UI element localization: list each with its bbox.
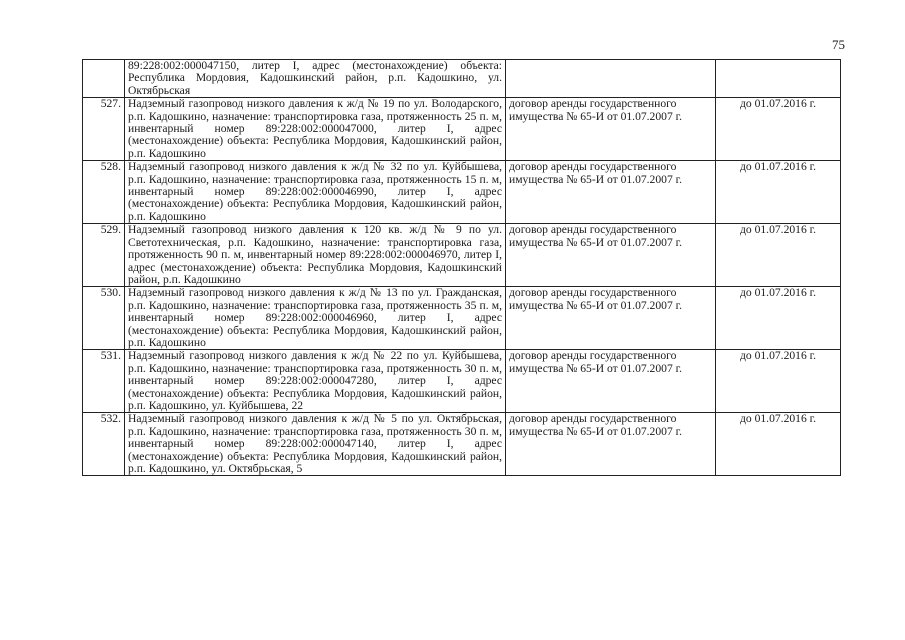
lease-document: договор аренды государственного имущества № 65-И от 01.07.2007 г.: [506, 98, 716, 161]
table-row: [83, 60, 841, 98]
object-description: Надземный газопровод низкого давления к ж/д № 32 по ул. Куйбышева, р.п. Кадошкино, назначение: транспортировка газа, протяженность 15 п. м, инвентарный номер 89:228:002:000046990, литер I, адрес (местонахождение) объекта: Республика Мордовия, Кадошкинский район, р.п. Кадошкино: [125, 161, 506, 224]
lease-term: до 01.07.2016 г.: [716, 161, 841, 224]
lease-document: договор аренды государственного имущества № 65-И от 01.07.2007 г.: [506, 161, 716, 224]
property-registry-table: [82, 59, 841, 476]
row-number: 530.: [83, 287, 125, 350]
lease-term: до 01.07.2016 г.: [716, 224, 841, 287]
page-number: 75: [832, 37, 845, 52]
object-description: Надземный газопровод низкого давления к 120 кв. ж/д № 9 по ул. Светотехническая, р.п. Кадошкино, назначение: транспортировка газа, протяженность 90 п. м, инвентарный номер 89:228:002:000046970, литер I, адрес (местонахождение) объекта: Республика Мордовия, Кадошкинский район, р.п. Кадошкино: [125, 224, 506, 287]
lease-term: до 01.07.2016 г.: [716, 350, 841, 413]
lease-term: [716, 60, 841, 98]
lease-term: до 01.07.2016 г.: [716, 413, 841, 476]
object-description: Надземный газопровод низкого давления к ж/д № 19 по ул. Володарского, р.п. Кадошкино, назначение: транспортировка газа, протяженность 25 п. м, инвентарный номер 89:228:002:000047000, литер I, адрес (местонахождение) объекта: Республика Мордовия, Кадошкинский район, р.п. Кадошкино: [125, 98, 506, 161]
table-row: [83, 413, 841, 476]
object-description: 89:228:002:000047150, литер I, адрес (местонахождение) объекта: Республика Мордовия, Кадошкинский район, р.п. Кадошкино, ул. Октябрьская: [125, 60, 506, 98]
lease-document: договор аренды государственного имущества № 65-И от 01.07.2007 г.: [506, 350, 716, 413]
row-number: 532.: [83, 413, 125, 476]
object-description: Надземный газопровод низкого давления к ж/д № 5 по ул. Октябрьская, р.п. Кадошкино, назначение: транспортировка газа, протяженность 30 п. м, инвентарный номер 89:228:002:000047140, литер I, адрес (местонахождение) объекта: Республика Мордовия, Кадошкинский район, р.п. Кадошкино, ул. Октябрьская, 5: [125, 413, 506, 476]
table-row: [83, 161, 841, 224]
table-row: [83, 98, 841, 161]
object-description: Надземный газопровод низкого давления к ж/д № 13 по ул. Гражданская, р.п. Кадошкино, назначение: транспортировка газа, протяженность 35 п. м, инвентарный номер 89:228:002:000046960, литер I, адрес (местонахождение) объекта: Республика Мордовия, Кадошкинский район, р.п. Кадошкино: [125, 287, 506, 350]
lease-term: до 01.07.2016 г.: [716, 98, 841, 161]
row-number: 529.: [83, 224, 125, 287]
lease-document: [506, 60, 716, 98]
lease-document: договор аренды государственного имущества № 65-И от 01.07.2007 г.: [506, 224, 716, 287]
row-number: 531.: [83, 350, 125, 413]
row-number: [83, 60, 125, 98]
object-description: Надземный газопровод низкого давления к ж/д № 22 по ул. Куйбышева, р.п. Кадошкино, назначение: транспортировка газа, протяженность 30 п. м, инвентарный номер 89:228:002:000047280, литер I, адрес (местонахождение) объекта: Республика Мордовия, Кадошкинский район, р.п. Кадошкино, ул. Куйбышева, 22: [125, 350, 506, 413]
lease-document: договор аренды государственного имущества № 65-И от 01.07.2007 г.: [506, 413, 716, 476]
row-number: 527.: [83, 98, 125, 161]
lease-document: договор аренды государственного имущества № 65-И от 01.07.2007 г.: [506, 287, 716, 350]
lease-term: до 01.07.2016 г.: [716, 287, 841, 350]
table-row: [83, 224, 841, 287]
table-row: [83, 350, 841, 413]
row-number: 528.: [83, 161, 125, 224]
table-row: [83, 287, 841, 350]
